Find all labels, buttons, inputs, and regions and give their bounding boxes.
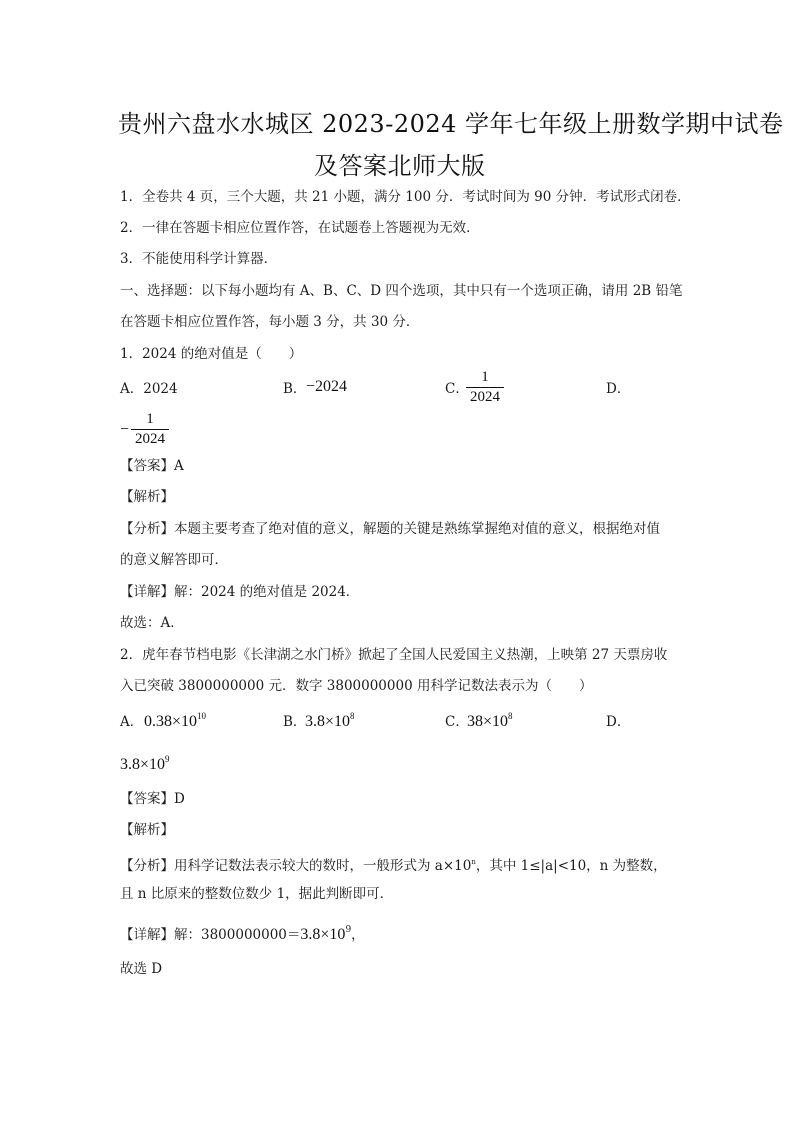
section1-heading-line2: 在答题卡相应位置作答，每小题 3 分，共 30 分． — [120, 314, 420, 330]
q2-stem-line2: 入已突破 3800000000 元．数字 3800000000 用科学记数法表示为（ ） — [120, 678, 593, 694]
q1-detail: 【详解】解：2024 的绝对值是 2024． — [120, 584, 360, 600]
q2-option-d-base: 3.8×10 — [120, 756, 166, 773]
q2-detail — [120, 921, 365, 944]
q1-option-c-fraction — [466, 369, 504, 406]
q1-option-d-label: D． — [606, 381, 631, 397]
q1-stem: 1．2024 的绝对值是（ ） — [120, 346, 303, 362]
q2-option-b-label: B． — [283, 714, 307, 730]
q1-option-d-denominator: 2024 — [135, 431, 165, 447]
q1-option-c-denominator: 2024 — [470, 389, 500, 405]
q2-answer: 【答案】D — [120, 791, 185, 807]
q2-fenxi-pre: 【分析】用科学记数法表示较大的数时，一般形式为 a×10 — [120, 858, 472, 874]
doc-title-line1: 贵州六盘水水城区 2023-2024 学年七年级上册数学期中试卷 — [118, 110, 784, 138]
section1-heading-line1: 一、选择题：以下每小题均有 A、B、C、D 四个选项，其中只有一个选项正确，请用 2B 铅笔 — [120, 283, 683, 299]
instruction-3: 3．不能使用科学计算器． — [120, 251, 278, 267]
q1-choose: 故选：A． — [120, 615, 184, 631]
doc-title-line2: 及答案北师大版 — [314, 152, 486, 180]
q2-option-d-value — [120, 754, 170, 774]
q2-option-d-label: D． — [606, 714, 631, 730]
q2-choose: 故选 D — [120, 961, 163, 977]
q1-option-d-sign: − — [120, 421, 130, 438]
q1-option-b — [283, 380, 306, 398]
q2-fenxi-line1 — [120, 853, 667, 875]
fraction-bar — [131, 429, 169, 430]
q2-option-c-label: C． — [445, 714, 469, 730]
q2-option-c-value — [467, 711, 513, 731]
q1-option-b-label: B． — [283, 381, 307, 397]
q1-option-c-numerator: 1 — [481, 369, 489, 385]
q1-answer: 【答案】A — [120, 458, 184, 474]
q2-option-d-exp: 9 — [165, 754, 170, 764]
fraction-bar — [466, 387, 504, 388]
instruction-1: 1．全卷共 4 页，三个大题，共 21 小题，满分 100 分．考试时间为 90 分钟．考试形式闭卷． — [120, 189, 691, 205]
instruction-2: 2．一律在答题卡相应位置作答，在试题卷上答题视为无效． — [120, 220, 480, 236]
q2-option-a-value — [144, 711, 206, 731]
q2-analysis-heading: 【解析】 — [120, 822, 174, 838]
q2-option-a-base: 0.38×10 — [144, 713, 198, 730]
q2-detail-post: ， — [351, 927, 365, 943]
q1-option-d-numerator: 1 — [146, 411, 154, 427]
q1-fenxi-line1: 【分析】本题主要考查了绝对值的意义，解题的关键是熟练掌握绝对值的意义，根据绝对值 — [120, 521, 660, 537]
q2-stem-line1: 2．虎年春节档电影《长津湖之水门桥》掀起了全国人民爱国主义热潮，上映第 27 天票房收 — [120, 647, 668, 663]
q2-option-b-value — [305, 711, 355, 731]
q2-fenxi-line2: 且 n 比原来的整数位数少 1，据此判断即可． — [120, 886, 394, 902]
q2-option-a-label: A． — [120, 714, 144, 730]
q1-option-b-value: −2024 — [306, 378, 348, 395]
q1-option-c-label: C． — [445, 381, 469, 397]
q2-fenxi-post: ，其中 1≤|a|<10，n 为整数， — [475, 858, 667, 874]
q2-detail-pre: 【详解】解：3800000000＝ — [120, 927, 301, 943]
q2-option-b-exp: 8 — [350, 711, 355, 721]
q2-option-b-base: 3.8×10 — [305, 713, 351, 730]
q2-fenxi-exp: n — [471, 858, 476, 866]
q1-option-a-label: A． — [120, 381, 144, 397]
q2-detail-exp: 9 — [345, 925, 352, 935]
q1-option-a-value: 2024 — [143, 381, 178, 397]
q2-option-c-exp: 8 — [508, 711, 513, 721]
q2-detail-base: 3.8×10 — [300, 926, 346, 943]
q1-option-a — [120, 380, 178, 398]
q1-option-d-fraction — [131, 411, 169, 448]
q1-analysis-heading: 【解析】 — [120, 489, 174, 505]
q1-fenxi-line2: 的意义解答即可． — [120, 552, 228, 568]
q2-option-c-base: 38×10 — [467, 713, 509, 730]
q2-option-a-exp: 10 — [197, 711, 207, 721]
